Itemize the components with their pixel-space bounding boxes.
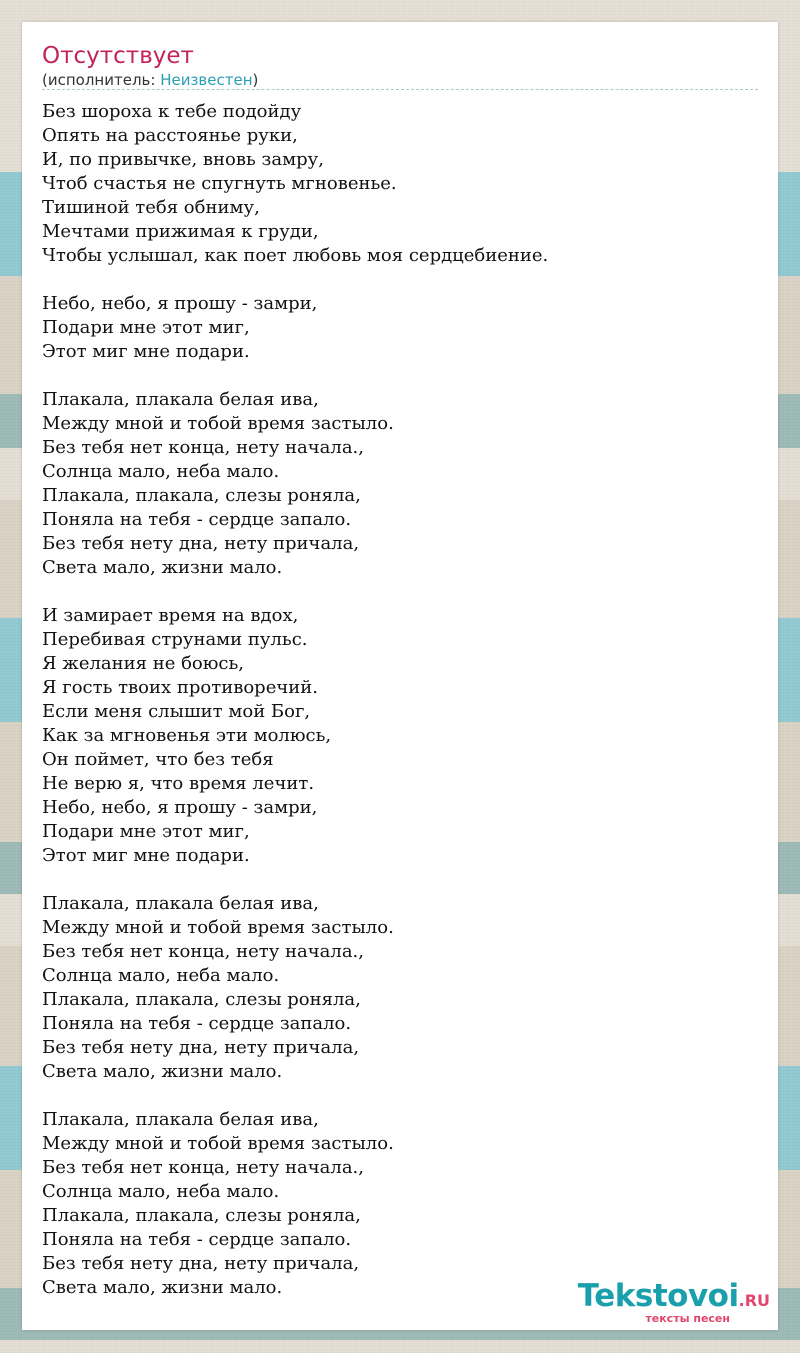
site-logo bbox=[550, 1278, 770, 1325]
lyric-line: Света мало, жизни мало. bbox=[42, 1061, 283, 1082]
lyric-line: Без тебя нет конца, нету начала., bbox=[42, 941, 364, 962]
lyric-line: Света мало, жизни мало. bbox=[42, 557, 283, 578]
artist-link[interactable]: Неизвестен bbox=[160, 71, 253, 89]
lyric-line: Плакала, плакала белая ива, bbox=[42, 389, 319, 410]
lyric-line: Подари мне этот миг, bbox=[42, 317, 250, 338]
lyric-line: Я желания не боюсь, bbox=[42, 653, 245, 674]
logo-tld: .RU bbox=[738, 1291, 770, 1310]
lyrics-card bbox=[22, 22, 778, 1330]
lyric-line: Без шороха к тебе подойду bbox=[42, 101, 302, 122]
lyric-line: Между мной и тобой время застыло. bbox=[42, 413, 394, 434]
lyric-line bbox=[42, 580, 758, 604]
lyric-line: Плакала, плакала, слезы роняла, bbox=[42, 485, 361, 506]
artist-suffix: ) bbox=[252, 71, 259, 89]
lyric-line: Не верю я, что время лечит. bbox=[42, 773, 315, 794]
song-title: Отсутствует bbox=[42, 43, 194, 69]
lyric-line: Чтобы услышал, как поет любовь моя сердцебиение. bbox=[42, 245, 549, 266]
lyric-line bbox=[42, 268, 758, 292]
lyric-line: Поняла на тебя - сердце запало. bbox=[42, 1013, 352, 1034]
lyric-line: Плакала, плакала белая ива, bbox=[42, 1109, 319, 1130]
logo-tagline: тексты песен bbox=[645, 1312, 730, 1325]
lyric-line: Без тебя нету дна, нету причала, bbox=[42, 1253, 360, 1274]
lyric-line: Плакала, плакала белая ива, bbox=[42, 893, 319, 914]
lyric-line: Этот миг мне подари. bbox=[42, 845, 250, 866]
lyric-line: И замирает время на вдох, bbox=[42, 605, 299, 626]
lyric-line: Небо, небо, я прошу - замри, bbox=[42, 293, 318, 314]
lyric-line: Небо, небо, я прошу - замри, bbox=[42, 797, 318, 818]
lyric-line bbox=[42, 1084, 758, 1108]
lyric-line: Солнца мало, неба мало. bbox=[42, 965, 280, 986]
lyric-line: Я гость твоих противоречий. bbox=[42, 677, 318, 698]
lyrics-text bbox=[42, 100, 758, 1300]
artist-prefix: (исполнитель: bbox=[42, 71, 161, 89]
lyric-line: Плакала, плакала, слезы роняла, bbox=[42, 989, 361, 1010]
lyric-line: Между мной и тобой время застыло. bbox=[42, 917, 394, 938]
lyric-line: Без тебя нету дна, нету причала, bbox=[42, 533, 360, 554]
lyric-line bbox=[42, 364, 758, 388]
lyric-line: Тишиной тебя обниму, bbox=[42, 197, 260, 218]
lyric-line: Если меня слышит мой Бог, bbox=[42, 701, 311, 722]
lyric-line: Поняла на тебя - сердце запало. bbox=[42, 509, 352, 530]
lyric-line: Поняла на тебя - сердце запало. bbox=[42, 1229, 352, 1250]
lyric-line: Мечтами прижимая к груди, bbox=[42, 221, 319, 242]
lyric-line: Без тебя нет конца, нету начала., bbox=[42, 437, 364, 458]
title-divider bbox=[42, 89, 758, 90]
lyric-line: Перебивая струнами пульс. bbox=[42, 629, 308, 650]
lyric-line: Этот миг мне подари. bbox=[42, 341, 250, 362]
lyric-line: Без тебя нету дна, нету причала, bbox=[42, 1037, 360, 1058]
lyric-line: Солнца мало, неба мало. bbox=[42, 461, 280, 482]
lyric-line: Без тебя нет конца, нету начала., bbox=[42, 1157, 364, 1178]
lyric-line: Чтоб счастья не спугнуть мгновенье. bbox=[42, 173, 397, 194]
lyric-line bbox=[42, 868, 758, 892]
artist-info bbox=[42, 71, 258, 89]
lyric-line: Плакала, плакала, слезы роняла, bbox=[42, 1205, 361, 1226]
logo-brand: Tekstovoi bbox=[577, 1278, 739, 1314]
lyric-line: Между мной и тобой время застыло. bbox=[42, 1133, 394, 1154]
lyric-line: Подари мне этот миг, bbox=[42, 821, 250, 842]
lyric-line: Света мало, жизни мало. bbox=[42, 1277, 283, 1298]
lyric-line: Солнца мало, неба мало. bbox=[42, 1181, 280, 1202]
lyric-line: Как за мгновенья эти молюсь, bbox=[42, 725, 332, 746]
lyric-line: Он поймет, что без тебя bbox=[42, 749, 274, 770]
lyric-line: И, по привычке, вновь замру, bbox=[42, 149, 324, 170]
lyric-line: Опять на расстоянье руки, bbox=[42, 125, 298, 146]
